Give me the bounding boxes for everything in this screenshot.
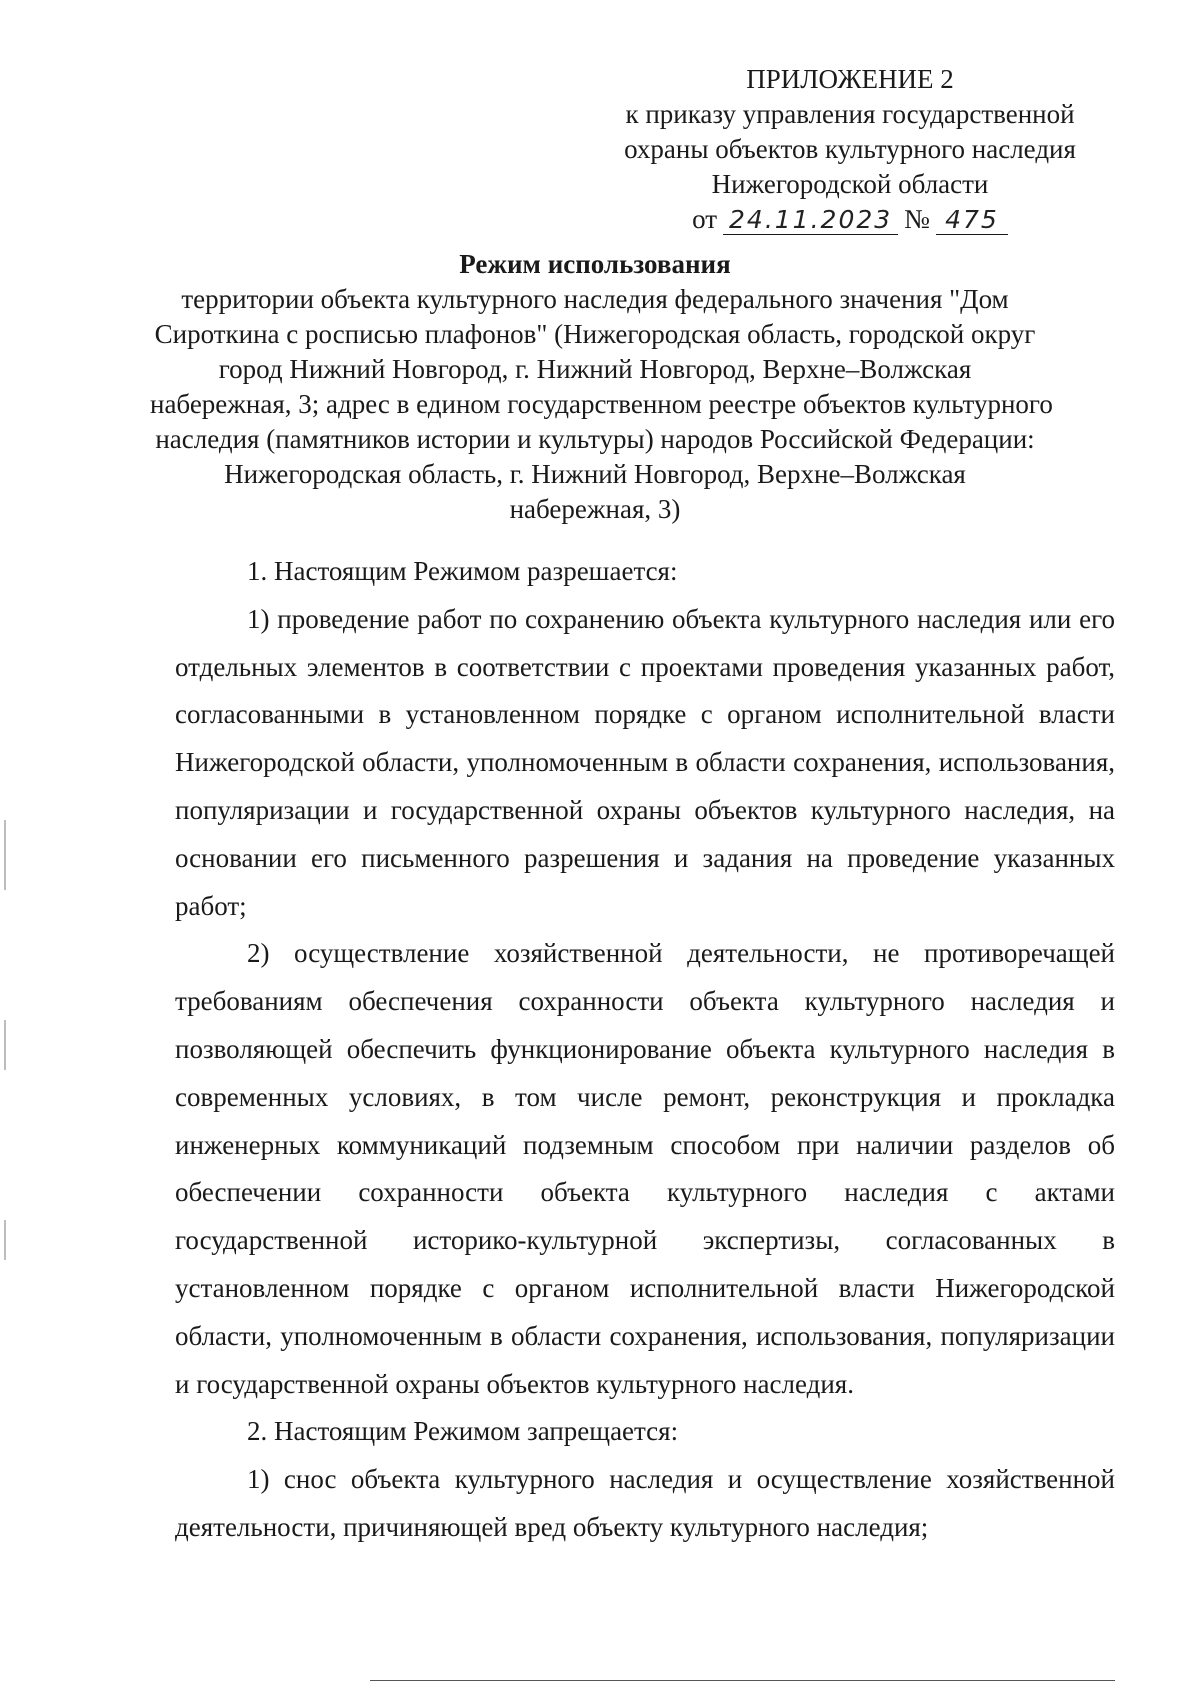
title-line: наследия (памятников истории и культуры) народов Российской Федерации: — [155, 424, 1035, 454]
title-line: территории объекта культурного наследия федерального значения "Дом — [181, 284, 1009, 314]
document-heading: Режим использования — [459, 249, 731, 279]
handwritten-date: 24.11.2023 — [723, 206, 898, 235]
appendix-line-1: к приказу управления государственной — [625, 99, 1075, 129]
scan-mark-3 — [4, 1220, 6, 1260]
appendix-line-3: Нижегородской области — [711, 169, 989, 199]
footer-rule — [370, 1680, 1115, 1681]
appendix-title: ПРИЛОЖЕНИЕ 2 — [746, 64, 954, 94]
section-2-item-1: 1) снос объекта культурного наследия и осуществление хозяйственной деятельности, причиняющей вред объекту культурного наследия; — [175, 1464, 1115, 1542]
section-1-heading: 1. Настоящим Режимом разрешается: — [247, 556, 678, 586]
order-reference — [600, 202, 1100, 237]
section-1-item-1: 1) проведение работ по сохранению объекта культурного наследия или его отдельных элементов в соответствии с проектами проведения указанных работ, согласованными в установленном порядке с органом исполнительной власти Нижегородской области, уполномоченным в области сохранения, использования, популяризации и государственной охраны объектов культурного наследия, на основании его письменного разрешения и задания на проведение указанных работ; — [175, 603, 1115, 921]
number-prefix: № — [904, 204, 930, 234]
section-2-heading: 2. Настоящим Режимом запрещается: — [247, 1416, 679, 1447]
appendix-line-2: охраны объектов культурного наследия — [624, 134, 1076, 164]
title-line: город Нижний Новгород, г. Нижний Новгород, Верхне–Волжская — [218, 354, 972, 384]
title-line: набережная, 3) — [509, 494, 681, 524]
section-1-item-2: 2) осуществление хозяйственной деятельности, не противоречащей требованиям обеспечения сохранности объекта культурного наследия и позволяющей обеспечить функционирование объекта культурного наследия в современных условиях, в том числе ремонт, реконструкция и прокладка инженерных коммуникаций подземным способом при наличии разделов об обеспечении сохранности объекта культурного наследия с актами государственной историко-культурной экспертизы, согласованных в установленном порядке с органом исполнительной власти Нижегородской области, уполномоченным в области сохранения, использования, популяризации и государственной охраны объектов культурного наследия. — [175, 938, 1115, 1399]
appendix-header — [600, 62, 1100, 237]
scan-mark-2 — [4, 1020, 6, 1070]
scan-mark-1 — [4, 820, 6, 890]
title-line: Нижегородская область, г. Нижний Новгород, Верхне–Волжская — [224, 459, 966, 489]
handwritten-number: 475 — [936, 206, 1008, 235]
title-line: Сироткина с росписью плафонов" (Нижегородская область, городской округ — [154, 319, 1036, 349]
title-line: набережная, 3; адрес в едином государственном реестре объектов культурного — [150, 389, 1053, 419]
date-prefix: от — [692, 204, 718, 234]
body-text — [175, 548, 1115, 1552]
title-block — [150, 247, 1053, 527]
